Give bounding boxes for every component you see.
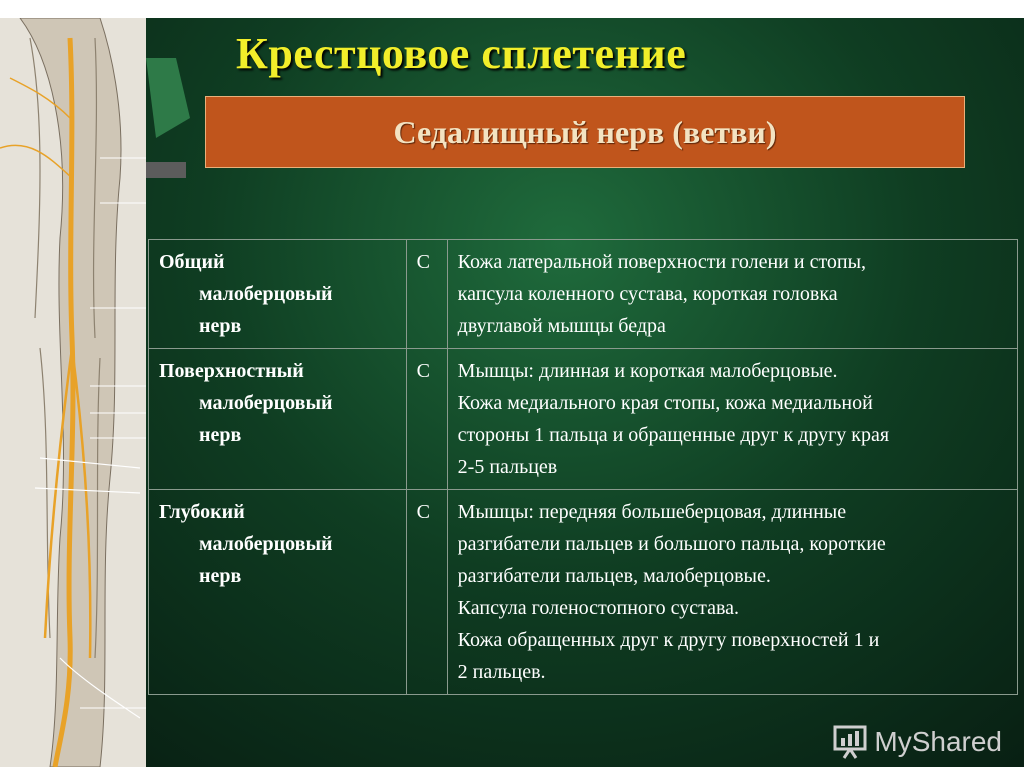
nerve-description <box>447 349 1017 490</box>
description-line: Капсула голеностопного сустава. <box>457 597 740 619</box>
nerve-name: Общий <box>159 251 225 273</box>
nerve-name: малоберцовый <box>199 392 333 414</box>
nerve-name: нерв <box>199 315 242 337</box>
subtitle-banner <box>205 96 965 168</box>
nerve-branches-table <box>148 239 1018 695</box>
nerve-name-cell <box>149 349 407 490</box>
nerve-name-cell <box>149 490 407 695</box>
nerve-code: С <box>406 240 447 349</box>
description-line: разгибатели пальцев и большого пальца, короткие <box>457 533 886 555</box>
description-line: Мышцы: длинная и короткая малоберцовые. <box>457 360 838 382</box>
description-line: двуглавой мышцы бедра <box>457 315 666 337</box>
corner-decoration <box>146 58 190 178</box>
description-line: 2 пальцев. <box>457 661 546 683</box>
description-line: разгибатели пальцев, малоберцовые. <box>457 565 771 587</box>
table-row <box>149 490 1018 695</box>
mysahred-watermark <box>832 725 1002 759</box>
presentation-board-icon <box>832 725 868 759</box>
nerve-name: Глубокий <box>159 501 245 523</box>
nerve-name: малоберцовый <box>199 283 333 305</box>
description-line: Кожа обращенных друг к другу поверхностей 1 и <box>457 629 880 651</box>
description-line: Кожа латеральной поверхности голени и стопы, <box>457 251 867 273</box>
nerve-description <box>447 490 1017 695</box>
description-line: 2-5 пальцев <box>457 456 558 478</box>
nerve-name-cell <box>149 240 407 349</box>
nerve-code: С <box>406 490 447 695</box>
slide <box>0 18 1024 767</box>
watermark-text: MyShared <box>874 726 1002 757</box>
slide-subtitle: Седалищный нерв (ветви) <box>393 113 777 150</box>
description-line: Мышцы: передняя большеберцовая, длинные <box>457 501 847 523</box>
description-line: капсула коленного сустава, короткая головка <box>457 283 838 305</box>
nerve-name: нерв <box>199 565 242 587</box>
description-line: Кожа медиального края стопы, кожа медиальной <box>457 392 873 414</box>
leg-anatomy-illustration <box>0 18 146 767</box>
nerve-description <box>447 240 1017 349</box>
table-row <box>149 349 1018 490</box>
nerve-name: малоберцовый <box>199 533 333 555</box>
nerve-name: Поверхностный <box>159 360 304 382</box>
nerve-name: нерв <box>199 424 242 446</box>
slide-title: Крестцовое сплетение <box>236 29 687 78</box>
nerve-code: С <box>406 349 447 490</box>
description-line: стороны 1 пальца и обращенные друг к другу края <box>457 424 890 446</box>
table-row <box>149 240 1018 349</box>
